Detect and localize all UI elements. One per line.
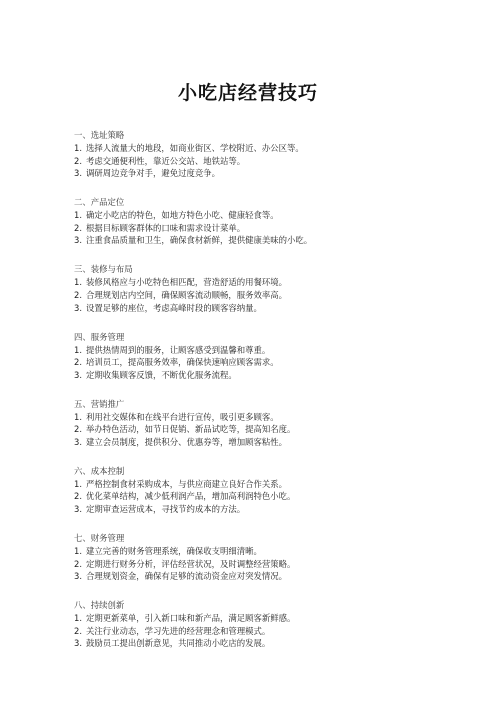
list-item-number: 3. bbox=[74, 571, 82, 582]
list-item bbox=[74, 369, 434, 382]
section bbox=[74, 464, 434, 516]
list-item-number: 3. bbox=[74, 638, 82, 649]
list-item-text: 鼓励员工提出创新意见，共同推动小吃店的发展。 bbox=[86, 638, 271, 649]
list-item bbox=[74, 436, 434, 449]
list-item-text: 装修风格应与小吃特色相匹配，营造舒适的用餐环境。 bbox=[86, 277, 287, 288]
section bbox=[74, 531, 434, 583]
list-item-text: 关注行业动态，学习先进的经营理念和管理模式。 bbox=[86, 625, 271, 636]
list-item-number: 3. bbox=[74, 436, 82, 447]
list-item-text: 提供热情周到的服务，让顾客感受到温馨和尊重。 bbox=[86, 344, 271, 355]
section bbox=[74, 330, 434, 382]
list-item-number: 1. bbox=[74, 277, 82, 288]
list-item-text: 定期收集顾客反馈，不断优化服务流程。 bbox=[86, 369, 237, 380]
list-item-text: 选择人流量大的地段，如商业街区、学校附近、办公区等。 bbox=[86, 143, 304, 153]
section bbox=[74, 195, 434, 247]
section-heading: 七、财务管理 bbox=[74, 533, 125, 544]
section bbox=[74, 262, 434, 314]
list-item bbox=[74, 478, 434, 491]
section bbox=[74, 598, 434, 650]
list-item bbox=[74, 234, 434, 247]
list-item-number: 2. bbox=[74, 558, 82, 569]
list-item-text: 确定小吃店的特色，如地方特色小吃、健康轻食等。 bbox=[86, 210, 279, 221]
list-item bbox=[74, 411, 434, 424]
list-item-text: 设置足够的座位，考虑高峰时段的顾客容纳量。 bbox=[86, 302, 262, 313]
list-item bbox=[74, 276, 434, 289]
list-item-number: 3. bbox=[74, 369, 82, 380]
list-item bbox=[74, 289, 434, 302]
list-item bbox=[74, 490, 434, 503]
list-item bbox=[74, 637, 434, 650]
section bbox=[74, 128, 434, 180]
list-item-number: 3. bbox=[74, 504, 82, 515]
list-item bbox=[74, 167, 434, 180]
list-item-text: 合理规划资金，确保有足够的流动资金应对突发情况。 bbox=[86, 571, 287, 582]
list-item-number: 2. bbox=[74, 625, 82, 636]
list-item-text: 定期更新菜单，引入新口味和新产品，满足顾客新鲜感。 bbox=[86, 613, 296, 624]
section bbox=[74, 397, 434, 449]
list-item-text: 注重食品质量和卫生，确保食材新鲜，提供健康美味的小吃。 bbox=[86, 235, 313, 246]
list-item bbox=[74, 545, 434, 558]
list-item-number: 2. bbox=[74, 289, 82, 300]
list-item bbox=[74, 612, 434, 625]
list-item-text: 定期审查运营成本，寻找节约成本的方法。 bbox=[86, 504, 246, 515]
list-item-number: 2. bbox=[74, 491, 82, 502]
list-item-text: 根据目标顾客群体的口味和需求设计菜单。 bbox=[86, 222, 246, 233]
list-item-number: 2. bbox=[74, 222, 82, 233]
list-item bbox=[74, 344, 434, 357]
list-item bbox=[74, 503, 434, 516]
list-item-text: 建立完善的财务管理系统，确保收支明细清晰。 bbox=[86, 546, 262, 557]
section-heading: 八、持续创新 bbox=[74, 600, 125, 611]
list-item-number: 1. bbox=[74, 478, 82, 489]
list-item-number: 3. bbox=[74, 168, 82, 179]
list-item-number: 1. bbox=[74, 143, 82, 153]
list-item-number: 2. bbox=[74, 357, 82, 368]
list-item-number: 1. bbox=[74, 546, 82, 557]
list-item-text: 举办特色活动，如节日促销、新品试吃等，提高知名度。 bbox=[86, 424, 296, 435]
list-item-number: 1. bbox=[74, 613, 82, 624]
list-item-text: 优化菜单结构，减少低利润产品，增加高利润特色小吃。 bbox=[86, 491, 296, 502]
list-item bbox=[74, 558, 434, 571]
list-item-text: 建立会员制度，提供积分、优惠券等，增加顾客粘性。 bbox=[86, 436, 287, 447]
list-item-number: 1. bbox=[74, 210, 82, 221]
section-heading: 二、产品定位 bbox=[74, 197, 125, 208]
list-item-text: 考虑交通便利性，靠近公交站、地铁站等。 bbox=[86, 155, 246, 166]
list-item-number: 2. bbox=[74, 155, 82, 166]
list-item bbox=[74, 142, 434, 155]
list-item-number: 3. bbox=[74, 235, 82, 246]
list-item-text: 合理规划店内空间，确保顾客流动顺畅，服务效率高。 bbox=[86, 289, 287, 300]
section-heading: 三、装修与布局 bbox=[74, 264, 133, 275]
list-item bbox=[74, 302, 434, 315]
list-item-text: 调研周边竞争对手，避免过度竞争。 bbox=[86, 168, 220, 179]
list-item bbox=[74, 625, 434, 638]
section-heading: 一、选址策略 bbox=[74, 130, 125, 140]
list-item bbox=[74, 222, 434, 235]
list-item bbox=[74, 356, 434, 369]
list-item-text: 严格控制食材采购成本，与供应商建立良好合作关系。 bbox=[86, 478, 287, 489]
list-item bbox=[74, 209, 434, 222]
document-title: 小吃店经营技巧 bbox=[177, 82, 318, 104]
section-heading: 五、营销推广 bbox=[74, 398, 125, 409]
list-item bbox=[74, 570, 434, 583]
list-item-text: 利用社交媒体和在线平台进行宣传，吸引更多顾客。 bbox=[86, 411, 279, 422]
list-item-number: 1. bbox=[74, 411, 82, 422]
list-item bbox=[74, 423, 434, 436]
list-item-number: 2. bbox=[74, 424, 82, 435]
list-item-number: 1. bbox=[74, 344, 82, 355]
list-item-text: 定期进行财务分析，评估经营状况，及时调整经营策略。 bbox=[86, 558, 296, 569]
section-heading: 六、成本控制 bbox=[74, 465, 125, 476]
list-item bbox=[74, 155, 434, 168]
list-item-number: 3. bbox=[74, 302, 82, 313]
document-body bbox=[74, 128, 434, 665]
list-item-text: 培训员工，提高服务效率，确保快速响应顾客需求。 bbox=[86, 357, 279, 368]
section-heading: 四、服务管理 bbox=[74, 331, 125, 342]
